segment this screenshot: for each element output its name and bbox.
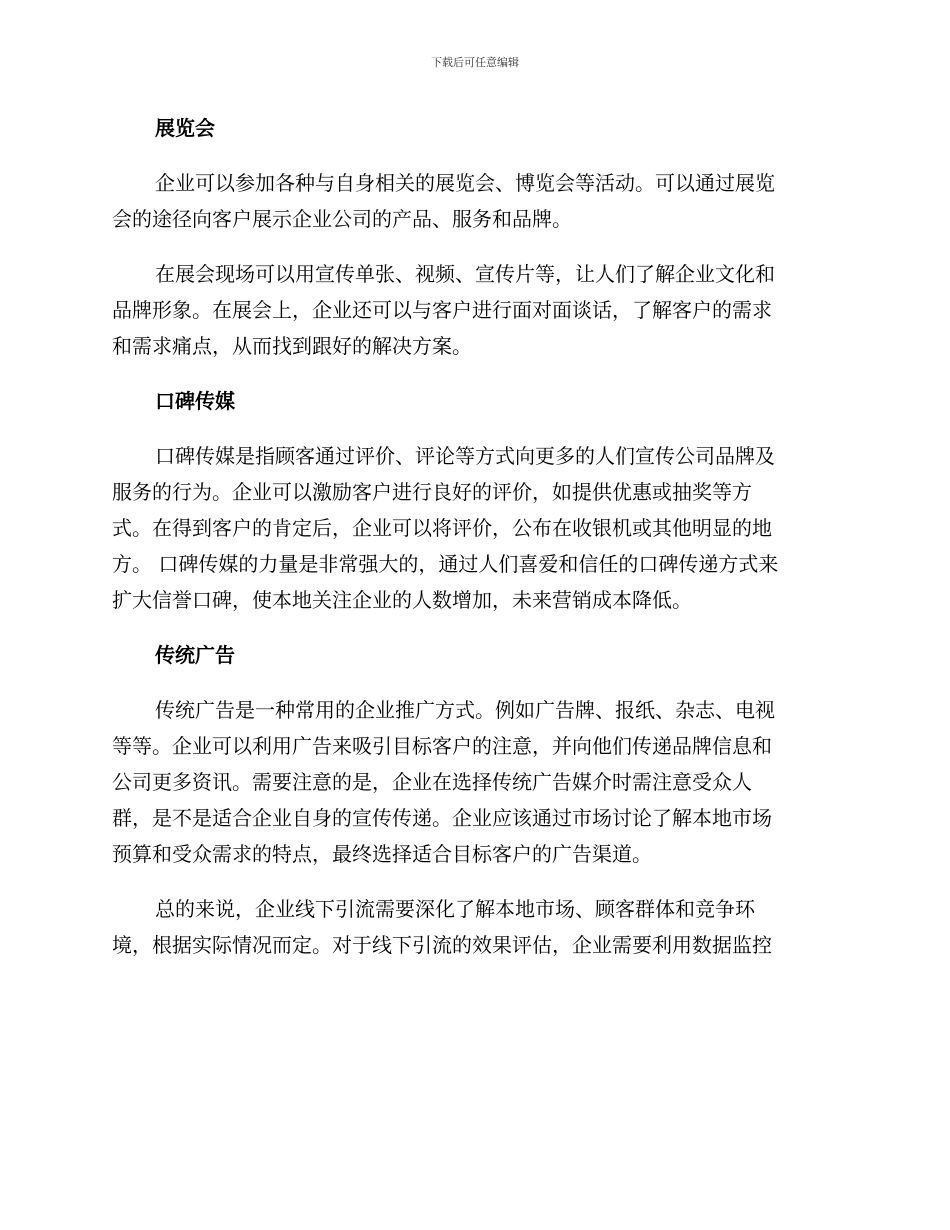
- text-line: 等等。企业可以利用广告来吸引目标客户的注意，并向他们传递品牌信息和: [112, 734, 772, 758]
- text-line: 群，是不是适合企业自身的宣传传递。企业应该通过市场讨论了解本地市场: [112, 806, 772, 830]
- text-line: 服务的行为。企业可以激励客户进行良好的评价，如提供优惠或抽奖等方: [112, 480, 752, 504]
- text-line: 扩大信誉口碑，使本地关注企业的人数增加，未来营销成本降低。: [112, 588, 692, 612]
- text-line: 口碑传媒是指顾客通过评价、评论等方式向更多的人们宣传公司品牌及: [155, 444, 775, 468]
- text-line: 和需求痛点，从而找到跟好的解决方案。: [112, 334, 472, 358]
- paragraph: [112, 256, 837, 364]
- page-header: 下载后可任意编辑: [431, 56, 519, 69]
- text-line: 式。在得到客户的肯定后，企业可以将评价，公布在收银机或其他明显的地: [112, 516, 772, 540]
- section-heading-traditional-ads: 传统广告: [155, 643, 235, 667]
- paragraph: [112, 165, 837, 237]
- paragraph: [112, 692, 837, 872]
- text-line: 公司更多资讯。需要注意的是，企业在选择传统广告媒介时需注意受众人: [112, 770, 752, 794]
- text-line: 境，根据实际情况而定。对于线下引流的效果评估，企业需要利用数据监控: [112, 933, 772, 957]
- text-line: 预算和受众需求的特点，最终选择适合目标客户的广告渠道。: [112, 842, 652, 866]
- text-line: 品牌形象。在展会上，企业还可以与客户进行面对面谈话，了解客户的需求: [112, 298, 772, 322]
- paragraph: [112, 438, 837, 618]
- text-line: 企业可以参加各种与自身相关的展览会、博览会等活动。可以通过展览: [155, 171, 775, 195]
- section-heading-exhibition: 展览会: [155, 116, 215, 140]
- text-line: 会的途径向客户展示企业公司的产品、服务和品牌。: [112, 207, 572, 231]
- paragraph: [112, 891, 837, 963]
- document-body: [112, 110, 837, 982]
- text-line: 在展会现场可以用宣传单张、视频、宣传片等，让人们了解企业文化和: [155, 262, 775, 286]
- text-line: 总的来说，企业线下引流需要深化了解本地市场、顾客群体和竞争环: [155, 897, 755, 921]
- section-heading-word-of-mouth: 口碑传媒: [155, 389, 235, 413]
- text-line: 传统广告是一种常用的企业推广方式。例如广告牌、报纸、杂志、电视: [155, 698, 775, 722]
- text-line: 方。 口碑传媒的力量是非常强大的，通过人们喜爱和信任的口碑传递方式来: [112, 552, 779, 576]
